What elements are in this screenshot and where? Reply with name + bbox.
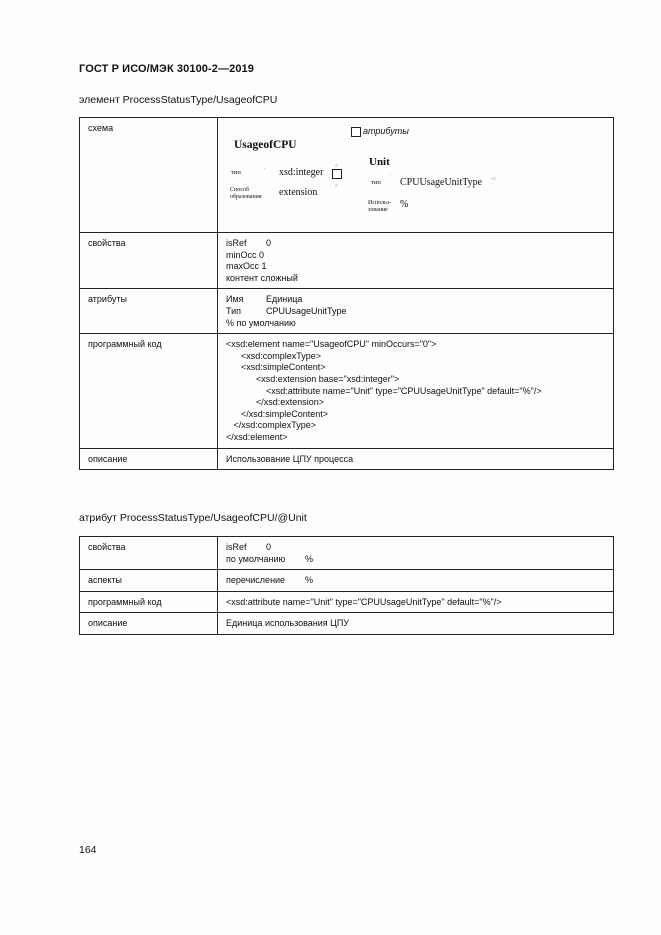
schema-diagram xyxy=(226,123,606,228)
diagram-attr-type-value: CPUUsageUnitType xyxy=(400,177,483,188)
prop-line: isRef 0 xyxy=(226,542,272,552)
attr-connector-dot-icon: · xyxy=(390,173,392,178)
attribute-spec-table xyxy=(79,536,614,635)
diagram-type-value: xsd:integer xyxy=(279,167,324,178)
connector-dot-icon: · xyxy=(264,167,266,172)
facets-label: аспекты xyxy=(80,570,218,592)
page-number: 164 xyxy=(79,844,97,856)
description-label: описание xyxy=(80,448,218,470)
properties-values xyxy=(218,233,614,289)
attr-description-row xyxy=(80,613,614,635)
diagram-attr-name: Unit xyxy=(369,156,390,168)
attributes-box-icon xyxy=(351,127,361,137)
diagram-element-name: UsageofCPU xyxy=(234,139,297,151)
description-value: Использование ЦПУ процесса xyxy=(218,448,614,470)
diagram-attr-use-label-1: Использ- xyxy=(368,200,392,206)
attr-properties-values xyxy=(218,537,614,570)
prop-line: maxOcc 1 xyxy=(226,261,267,272)
diagram-attr-use-label-2: зование xyxy=(368,207,388,213)
attr-code-row xyxy=(80,591,614,613)
schema-label: схема xyxy=(80,118,218,233)
code-line: <xsd:extension base="xsd:integer"> xyxy=(226,373,400,384)
attr-connector-mark-icon: -○ xyxy=(491,177,496,182)
code-line: </xsd:simpleContent> xyxy=(226,408,329,419)
properties-label: свойства xyxy=(80,233,218,289)
attr-type-line: Тип CPUUsageUnitType xyxy=(226,305,347,316)
section-title-attribute: атрибут ProcessStatusType/UsageofCPU/@Unit xyxy=(79,512,307,524)
properties-row xyxy=(80,233,614,289)
standard-header: ГОСТ Р ИСО/МЭК 30100-2—2019 xyxy=(79,63,254,75)
attr-default-line: % по умолчанию xyxy=(226,317,296,328)
diagram-type-label: тип xyxy=(231,169,241,176)
connector-mark-icon: ○ xyxy=(335,184,339,189)
section-title-element: элемент ProcessStatusType/UsageofCPU xyxy=(79,94,278,106)
prop-line: minOcc 0 xyxy=(226,249,265,260)
attributes-label: атрибуты xyxy=(80,289,218,334)
attr-description-label: описание xyxy=(80,613,218,635)
attr-code-label: программный код xyxy=(80,591,218,613)
diagram-derivation-label-1: Способ xyxy=(230,187,250,193)
prop-line: по умолчанию % xyxy=(226,553,314,564)
code-line: </xsd:extension> xyxy=(226,397,325,408)
schema-row xyxy=(80,118,614,233)
diagram-derivation-label-2: образования xyxy=(230,194,262,200)
code-line: </xsd:element> xyxy=(226,431,288,442)
code-label: программный код xyxy=(80,334,218,448)
code-line: </xsd:complexType> xyxy=(226,420,317,431)
attributes-values xyxy=(218,289,614,334)
code-line: <xsd:attribute name="Unit" type="CPUUsageUnitType" default="%"/> xyxy=(226,385,542,396)
description-row xyxy=(80,448,614,470)
connector-mark-icon: ○ xyxy=(335,164,339,169)
prop-line: isRef 0 xyxy=(226,238,272,248)
attr-description-value: Единица использования ЦПУ xyxy=(218,613,614,635)
attributes-row xyxy=(80,289,614,334)
diagram-attributes-header: атрибуты xyxy=(363,126,409,136)
schema-diagram-cell xyxy=(218,118,614,233)
code-line: <xsd:element name="UsageofCPU" minOccurs="0"> xyxy=(226,339,437,350)
code-row xyxy=(80,334,614,448)
attr-code-block: <xsd:attribute name="Unit" type="CPUUsageUnitType" default="%"/> xyxy=(218,591,614,613)
facets-row xyxy=(80,570,614,592)
attr-properties-label: свойства xyxy=(80,537,218,570)
prop-line: контент сложный xyxy=(226,272,298,283)
code-line: <xsd:complexType> xyxy=(226,350,322,361)
diagram-attr-type-label: тип xyxy=(371,179,381,186)
code-block xyxy=(218,334,614,448)
code-line: <xsd:simpleContent> xyxy=(226,362,326,373)
attr-properties-row xyxy=(80,537,614,570)
diagram-derivation-value: extension xyxy=(279,187,318,198)
attr-name-line: Имя Единица xyxy=(226,294,303,305)
facets-values: перечисление % xyxy=(218,570,614,592)
diagram-attr-use-value: % xyxy=(400,199,409,210)
element-spec-table xyxy=(79,117,614,470)
